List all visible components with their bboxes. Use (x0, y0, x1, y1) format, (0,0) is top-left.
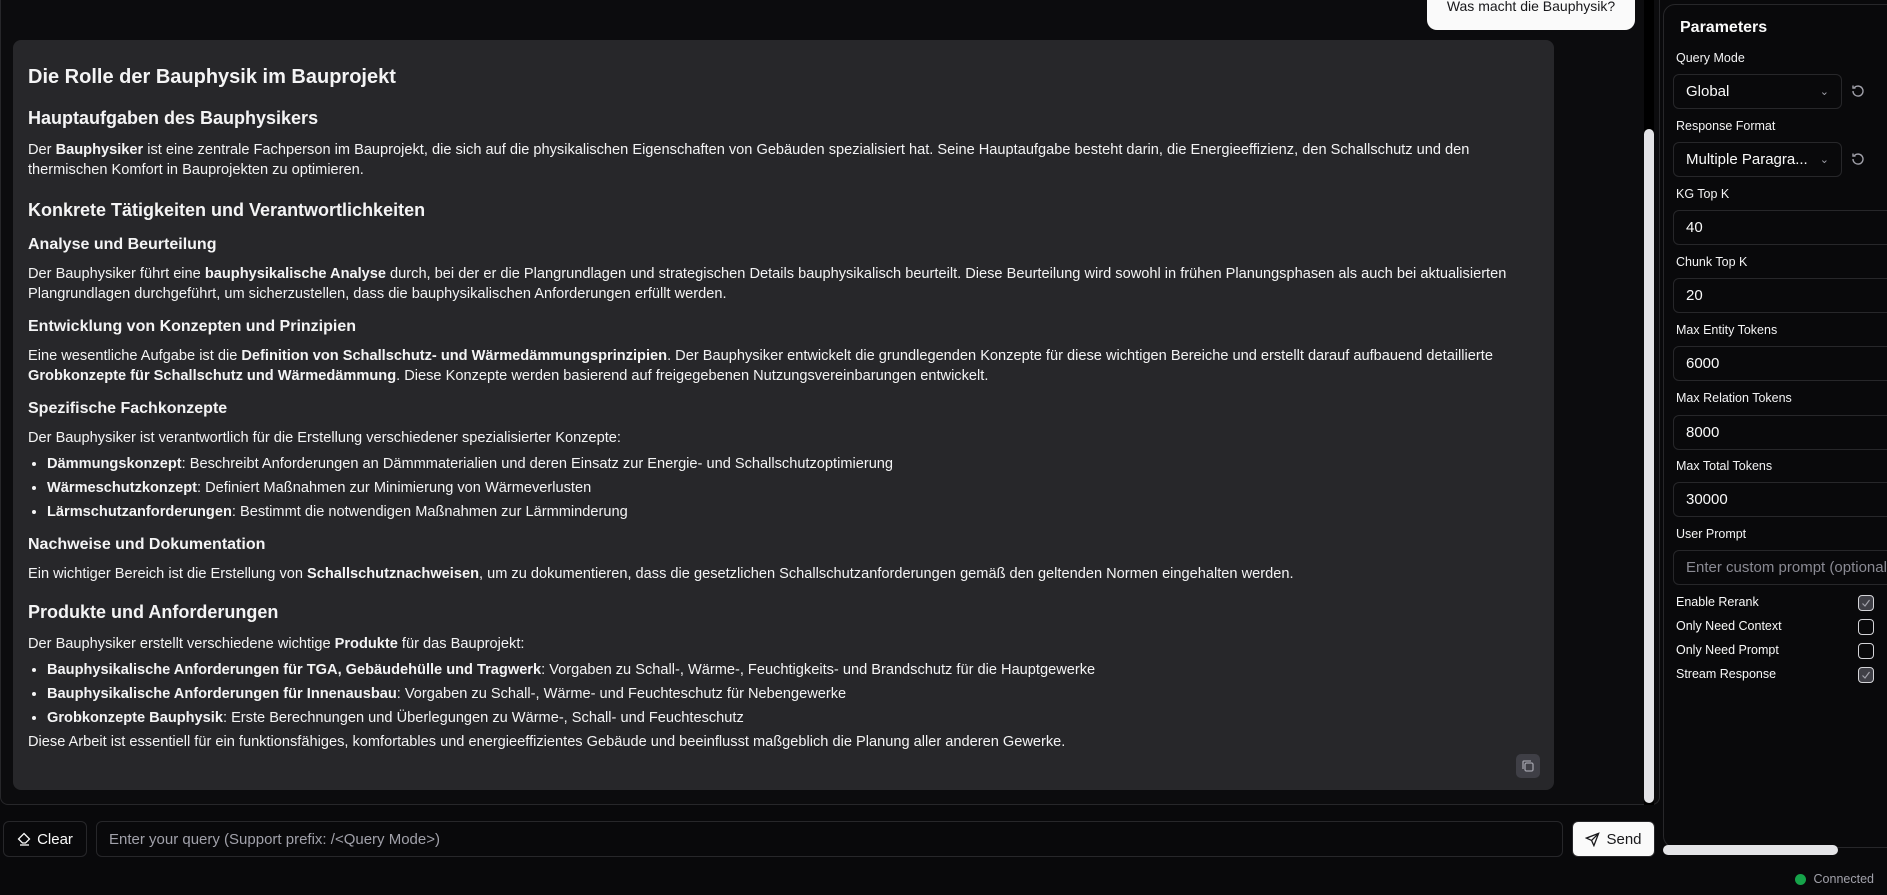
subsection-heading: Entwicklung von Konzepten und Prinzipien (28, 318, 356, 335)
paragraph: Der Bauphysiker ist eine zentrale Fachperson im Bauprojekt, die sich auf die physikalischen Eigenschaften von Gebäuden spezialisiert hat. Seine Hauptaufgabe besteht darin, die Energieeffizienz, den Schallschutz und den thermischen Komfort in Bauprojekten zu optimieren. (28, 142, 1470, 178)
section-heading: Produkte und Anforderungen (28, 602, 279, 622)
subsection-heading: Spezifische Fachkonzepte (28, 400, 228, 417)
max-entity-tokens-label: Max Entity Tokens (1676, 323, 1778, 337)
kg-top-k-input[interactable] (1673, 210, 1887, 245)
paragraph: Der Bauphysiker führt eine bauphysikalische Analyse durch, bei der er die Plangrundlagen und strategischen Details bauphysikalisch beurteilt. Diese Beurteilung wird sowohl in frühen Planungsphasen als auch bei aktualisierten Plangrundlagen durchgeführt, um sicherzustellen, dass die bauphysikalischen Anforderungen erfüllt werden. (28, 266, 1507, 302)
list-item: • Dämmungskonzept: Beschreibt Anforderungen an Dämmmaterialien und deren Einsatz zur Energie- und Schallschutzoptimierung (47, 454, 1539, 474)
chunk-top-k-input[interactable] (1673, 278, 1887, 313)
user-prompt-label: User Prompt (1676, 527, 1747, 541)
concept-list (47, 454, 1539, 522)
response-format-select[interactable] (1673, 142, 1842, 177)
status-text: Connected (1813, 872, 1874, 886)
checkbox-label: Only Need Prompt (1676, 643, 1779, 657)
checkbox-label: Enable Rerank (1676, 595, 1759, 609)
parameters-panel (1663, 4, 1887, 848)
list-item: • Lärmschutzanforderungen: Bestimmt die notwendigen Maßnahmen zur Lärmminderung (47, 502, 1539, 522)
paragraph: Der Bauphysiker erstellt verschiedene wichtige Produkte für das Bauprojekt: (28, 636, 525, 652)
max-total-tokens-label: Max Total Tokens (1676, 459, 1773, 473)
reset-icon[interactable] (1850, 83, 1866, 99)
query-mode-value: Global (1686, 83, 1730, 100)
query-mode-label: Query Mode (1676, 51, 1745, 65)
paragraph: Ein wichtiger Bereich ist die Erstellung von Schallschutznachweisen, um zu dokumentieren, dass die gesetzlichen Schallschutzanforderungen gemäß den geltenden Normen eingehalten werden. (28, 566, 1294, 582)
reset-icon[interactable] (1850, 151, 1866, 167)
copy-icon[interactable] (1516, 754, 1540, 778)
checkbox-label: Stream Response (1676, 667, 1777, 681)
chevron-down-icon: ⌄ (1819, 154, 1829, 166)
assistant-message (13, 40, 1554, 790)
clear-button[interactable] (3, 821, 87, 857)
clear-label: Clear (37, 830, 73, 848)
stream-response-row (1676, 667, 1876, 685)
only-need-prompt-row (1676, 643, 1876, 661)
send-icon (1585, 832, 1600, 847)
list-item: • Bauphysikalische Anforderungen für Innenausbau: Vorgaben zu Schall-, Wärme- und Feuchteschutz für Nebengewerke (47, 684, 1539, 704)
checkbox-label: Only Need Context (1676, 619, 1782, 633)
max-total-tokens-input[interactable] (1673, 482, 1887, 517)
parameters-horizontal-scrollbar[interactable] (1663, 845, 1838, 855)
enable-rerank-checkbox[interactable] (1858, 595, 1874, 611)
only-need-context-checkbox[interactable] (1858, 619, 1874, 635)
only-need-prompt-checkbox[interactable] (1858, 643, 1874, 659)
chunk-top-k-label: Chunk Top K (1676, 255, 1748, 269)
only-need-context-row (1676, 619, 1876, 637)
query-input[interactable] (96, 821, 1563, 857)
response-format-value: Multiple Paragra... (1686, 151, 1808, 168)
max-relation-tokens-input[interactable] (1673, 415, 1887, 450)
response-format-label: Response Format (1676, 119, 1776, 133)
section-heading: Konkrete Tätigkeiten und Verantwortlichkeiten (28, 200, 426, 220)
chevron-down-icon: ⌄ (1819, 86, 1829, 98)
kg-top-k-label: KG Top K (1676, 187, 1730, 201)
status-dot-icon (1795, 874, 1806, 885)
connection-status (1795, 872, 1874, 886)
user-message: Was macht die Bauphysik? (1427, 0, 1635, 30)
product-list (47, 660, 1539, 728)
enable-rerank-row (1676, 595, 1876, 613)
paragraph: Diese Arbeit ist essentiell für ein funktionsfähiges, komfortables und energieeffizientes Gebäude und beeinflusst maßgeblich die Planung aller anderen Gewerke. (28, 734, 1066, 750)
send-button[interactable] (1572, 821, 1655, 857)
query-mode-select[interactable] (1673, 74, 1842, 109)
list-item: • Grobkonzepte Bauphysik: Erste Berechnungen und Überlegungen zu Wärme-, Schall- und Feuchteschutz (47, 708, 1539, 728)
subsection-heading: Nachweise und Dokumentation (28, 536, 266, 553)
list-item: • Wärmeschutzkonzept: Definiert Maßnahmen zur Minimierung von Wärmeverlusten (47, 478, 1539, 498)
section-heading: Hauptaufgaben des Bauphysikers (28, 108, 319, 128)
answer-title: Die Rolle der Bauphysik im Bauprojekt (28, 66, 396, 88)
eraser-icon (17, 832, 31, 846)
user-prompt-input[interactable] (1673, 550, 1887, 585)
paragraph: Der Bauphysiker ist verantwortlich für die Erstellung verschiedener spezialisierter Konzepte: (28, 430, 621, 446)
chat-scrollbar[interactable] (1644, 129, 1654, 803)
max-relation-tokens-label: Max Relation Tokens (1676, 391, 1792, 405)
stream-response-checkbox[interactable] (1858, 667, 1874, 683)
subsection-heading: Analyse und Beurteilung (28, 236, 217, 253)
send-label: Send (1606, 830, 1642, 848)
list-item: • Bauphysikalische Anforderungen für TGA, Gebäudehülle und Tragwerk: Vorgaben zu Schall-, Wärme-, Feuchtigkeits- und Brandschutz für die Hauptgewerke (47, 660, 1539, 680)
parameters-title: Parameters (1680, 19, 1768, 36)
max-entity-tokens-input[interactable] (1673, 346, 1887, 381)
paragraph: Eine wesentliche Aufgabe ist die Definition von Schallschutz- und Wärmedämmungsprinzipien. Der Bauphysiker entwickelt die grundlegenden Konzepte für diese wichtigen Bereiche und erstellt darauf aufbauend detaillierte Grobkonzepte für Schallschutz und Wärmedämmung. Diese Konzepte werden basierend auf freigegebenen Nutzungsvereinbarungen entwickelt. (28, 348, 1493, 384)
